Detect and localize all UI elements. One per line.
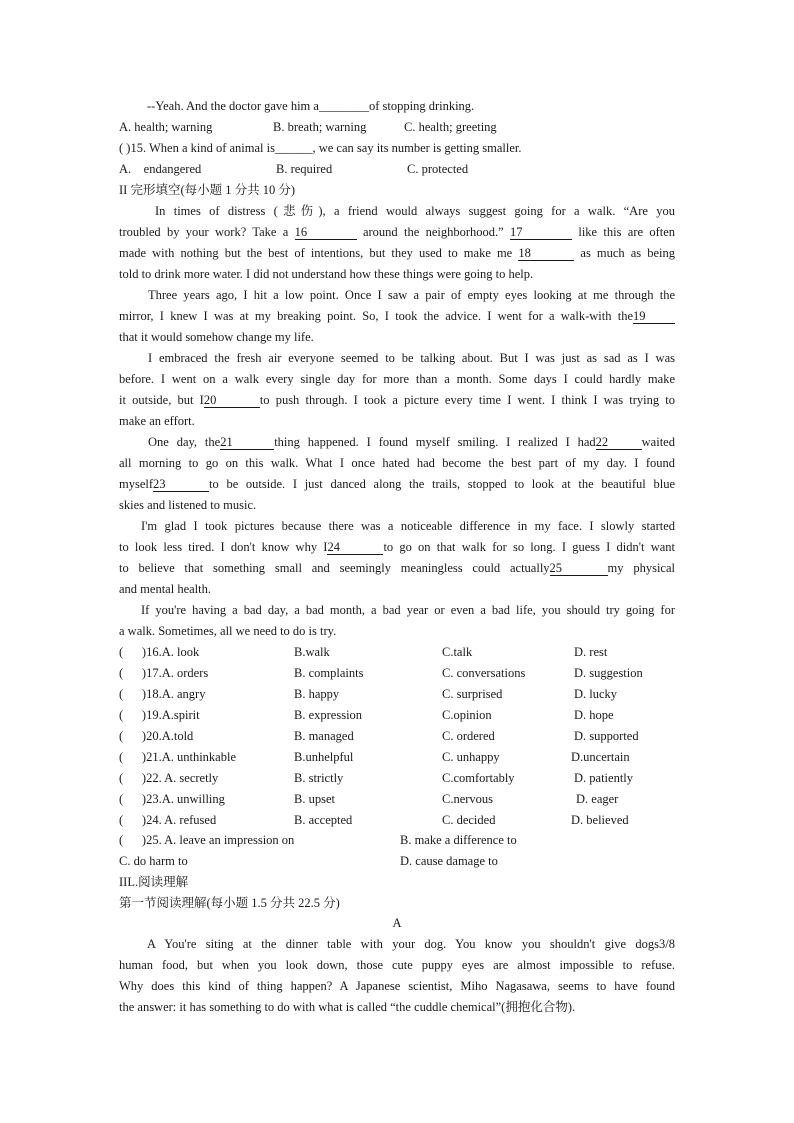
q15-stem-after: , we can say its number is getting smaller.	[312, 141, 522, 155]
cloze-p1-line-2: troubled by your work? Take a 16 around the neighborhood.” 17 like this are often	[119, 225, 676, 239]
question-17-stem: ( )17.A. orders	[119, 666, 209, 680]
blank-17: 17	[510, 225, 572, 240]
cloze-p1-line-3: made with nothing but the best of intentions, but they used to make me 18 as much as being	[119, 246, 676, 260]
blank-16: 16	[295, 225, 357, 240]
question-21-option-b: B.unhelpful	[294, 750, 354, 764]
passage-a-line-4: the answer: it has something to do with what is called “the cuddle chemical”(拥抱化合物).	[119, 1000, 576, 1014]
passage-a-line-1: A You're siting at the dinner table with your dog. You know you shouldn't give dogs3/8	[147, 937, 675, 951]
question-21-option-c: C. unhappy	[442, 750, 500, 764]
cloze-p4-line-1: One day, the21 thing happened. I found myself smiling. I realized I had22 waited	[148, 435, 675, 449]
q15-option-b: B. required	[276, 162, 333, 176]
question-20-option-d: D. supported	[574, 729, 639, 743]
blank-22: 22	[596, 435, 642, 450]
cloze-p6-line-2: a walk. Sometimes, all we need to do is try.	[119, 624, 337, 638]
question-16-stem: ( )16.A. look	[119, 645, 200, 659]
question-21-stem: ( )21.A. unthinkable	[119, 750, 236, 764]
blank-19: 19	[633, 309, 675, 324]
question-25-option-d: D. cause damage to	[400, 854, 498, 868]
q15-stem: ( )15. When a kind of animal is	[119, 141, 275, 155]
passage-label: A	[392, 916, 402, 930]
question-19-option-b: B. expression	[294, 708, 363, 722]
question-18-option-b: B. happy	[294, 687, 340, 701]
question-19-stem: ( )19.A.spirit	[119, 708, 200, 722]
cloze-p5-line-2: to look less tired. I don't know why I24 to go on that walk for so long. I guess I didn't want	[119, 540, 675, 554]
question-21-option-d: D.uncertain	[571, 750, 630, 764]
q14-option-a: A. health; warning	[119, 120, 213, 134]
cloze-p1-line-4: told to drink more water. I did not understand how these things were going to help.	[119, 267, 534, 281]
cloze-p1-line-1: In times of distress (悲伤), a friend would always suggest going for a walk. “Are you	[155, 204, 675, 218]
cloze-p3-line-2: before. I went on a walk every single day for more than a month. Some days I could hardly make	[119, 372, 675, 386]
cloze-p2-line-3: that it would somehow change my life.	[119, 330, 314, 344]
question-25-option-c: C. do harm to	[119, 854, 188, 868]
question-24-option-d: D. believed	[571, 813, 629, 827]
question-22-option-b: B. strictly	[294, 771, 344, 785]
question-23-option-d: D. eager	[576, 792, 619, 806]
q14-blank: ________	[318, 99, 369, 113]
section-2-heading: II 完形填空(每小题 1 分共 10 分)	[119, 183, 296, 197]
question-17-option-d: D. suggestion	[574, 666, 643, 680]
question-24-stem: ( )24. A. refused	[119, 813, 217, 827]
blank-25: 25	[550, 561, 608, 576]
q14-stem-after: of stopping drinking.	[368, 99, 475, 113]
cloze-p3-line-4: make an effort.	[119, 414, 195, 428]
q14-answer-line	[119, 96, 675, 117]
question-20-option-b: B. managed	[294, 729, 354, 743]
q14-stem: --Yeah. And the doctor gave him a	[147, 99, 319, 113]
cloze-p5-line-3: to believe that something small and seemingly meaningless could actually25 my physical	[119, 561, 675, 575]
blank-20: 20	[204, 393, 260, 408]
question-24-option-c: C. decided	[442, 813, 496, 827]
q14-option-c: C. health; greeting	[404, 120, 497, 134]
q15-stem-line	[119, 138, 675, 159]
blank-23: 23	[153, 477, 209, 492]
section-3-subheading: 第一节阅读理解(每小题 1.5 分共 22.5 分)	[119, 896, 340, 910]
cloze-p5-line-4: and mental health.	[119, 582, 211, 596]
question-16-option-d: D. rest	[574, 645, 608, 659]
question-19-option-d: D. hope	[574, 708, 614, 722]
question-20-option-c: C. ordered	[442, 729, 495, 743]
question-22-stem: ( )22. A. secretly	[119, 771, 219, 785]
passage-a-line-3: Why does this kind of thing happen? A Japanese scientist, Miho Nagasawa, seems to have found	[119, 979, 675, 993]
cloze-p4-line-3: myself23 to be outside. I just danced along the trails, stopped to look at the beautiful blue	[119, 477, 675, 491]
question-20-stem: ( )20.A.told	[119, 729, 194, 743]
q15-option-c: C. protected	[407, 162, 469, 176]
question-18-stem: ( )18.A. angry	[119, 687, 206, 701]
question-25-stem: ( )25. A. leave an impression on	[119, 833, 295, 847]
question-23-option-b: B. upset	[294, 792, 335, 806]
question-18-option-c: C. surprised	[442, 687, 503, 701]
passage-a-line-2: human food, but when you look down, those cute puppy eyes are almost impossible to refuse.	[119, 958, 675, 972]
question-16-option-b: B.walk	[294, 645, 330, 659]
q15-option-a: A. endangered	[119, 162, 202, 176]
cloze-p2-line-2: mirror, I knew I was at my breaking point. So, I took the advice. I went for a walk-with the19	[119, 306, 675, 327]
question-24-option-b: B. accepted	[294, 813, 353, 827]
question-22-option-d: D. patiently	[574, 771, 634, 785]
section-3-heading: IIL.阅读理解	[119, 875, 189, 889]
question-19-option-c: C.opinion	[442, 708, 492, 722]
question-23-option-c: C.nervous	[442, 792, 494, 806]
question-23-stem: ( )23.A. unwilling	[119, 792, 225, 806]
cloze-p4-line-2: all morning to go on this walk. What I once hated had become the best part of my day. I found	[119, 456, 675, 470]
q14-option-b: B. breath; warning	[273, 120, 367, 134]
cloze-p6-line-1: If you're having a bad day, a bad month, a bad year or even a bad life, you should try going for	[141, 603, 675, 617]
question-22-option-c: C.comfortably	[442, 771, 515, 785]
cloze-p3-line-3: it outside, but I20 to push through. I took a picture every time I went. I think I was trying to	[119, 393, 675, 407]
question-16-option-c: C.talk	[442, 645, 473, 659]
blank-21: 21	[220, 435, 274, 450]
cloze-p4-line-4: skies and listened to music.	[119, 498, 257, 512]
question-17-option-c: C. conversations	[442, 666, 526, 680]
question-18-option-d: D. lucky	[574, 687, 618, 701]
blank-24: 24	[327, 540, 383, 555]
question-25-option-b: B. make a difference to	[400, 833, 517, 847]
q15-blank: ______	[274, 141, 313, 155]
cloze-p2-line-1: Three years ago, I hit a low point. Once I saw a pair of empty eyes looking at me through the	[148, 288, 675, 302]
cloze-p5-line-1: I'm glad I took pictures because there was a noticeable difference in my face. I slowly started	[141, 519, 675, 533]
blank-18: 18	[518, 246, 574, 261]
cloze-p3-line-1: I embraced the fresh air everyone seemed to be talking about. But I was just as sad as I was	[148, 351, 675, 365]
question-17-option-b: B. complaints	[294, 666, 364, 680]
